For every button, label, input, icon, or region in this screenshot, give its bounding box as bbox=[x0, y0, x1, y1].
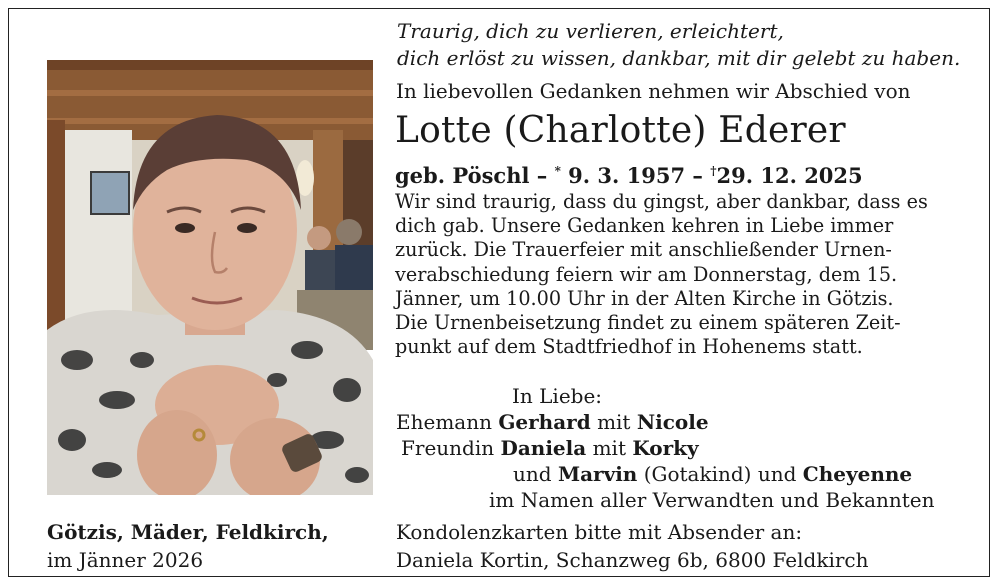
condolence-address: Daniela Kortin, Schanzweg 6b, 6800 Feldkirch bbox=[396, 548, 869, 572]
mourner-name: Marvin bbox=[557, 462, 638, 486]
birth-symbol: * bbox=[554, 164, 561, 178]
notice-body bbox=[395, 190, 973, 359]
poem bbox=[397, 18, 977, 72]
mourner-row-2 bbox=[401, 436, 699, 460]
portrait-photo bbox=[47, 60, 373, 495]
body-line-3: zurück. Die Trauerfeier mit anschließender Urnen- bbox=[395, 238, 892, 262]
mourner-partner: Cheyenne bbox=[802, 462, 913, 486]
body-line-6: Die Urnenbeisetzung findet zu einem späteren Zeit- bbox=[395, 311, 901, 335]
dash-2: – bbox=[692, 163, 703, 188]
date-line: im Jänner 2026 bbox=[47, 548, 204, 572]
life-dates bbox=[395, 158, 863, 189]
mourner-row-4: im Namen aller Verwandten und Bekannten bbox=[489, 488, 935, 512]
und-word: und bbox=[513, 462, 552, 486]
relation-friend: Freundin bbox=[401, 436, 495, 460]
mit-word: mit bbox=[592, 436, 626, 460]
body-line-7: punkt auf dem Stadtfriedhof in Hohenems statt. bbox=[395, 335, 863, 359]
mourner-row-1 bbox=[396, 410, 709, 434]
body-line-1: Wir sind traurig, dass du gingst, aber dankbar, dass es bbox=[395, 190, 928, 213]
mit-word: mit bbox=[597, 410, 631, 434]
poem-line-2: dich erlöst zu wissen, dankbar, mit dir gelebt zu haben. bbox=[397, 46, 961, 70]
body-line-4: verabschiedung feiern wir am Donnerstag, dem 15. bbox=[395, 262, 898, 286]
mourner-partner: Nicole bbox=[636, 410, 709, 434]
intro-line: In liebevollen Gedanken nehmen wir Abschied von bbox=[396, 79, 911, 103]
birth-name: geb. Pöschl bbox=[395, 163, 530, 188]
mourner-note: (Gotakind) bbox=[643, 462, 752, 486]
condolence-line-1: Kondolenzkarten bitte mit Absender an: bbox=[396, 520, 803, 544]
mourner-partner: Korky bbox=[632, 436, 699, 460]
body-line-5: Jänner, um 10.00 Uhr in der Alten Kirche in Götzis. bbox=[395, 286, 894, 310]
place-line: Götzis, Mäder, Feldkirch, bbox=[47, 520, 329, 544]
poem-line-1: Traurig, dich zu verlieren, erleichtert, bbox=[397, 19, 784, 43]
und-word: und bbox=[757, 462, 797, 486]
deceased-name: Lotte (Charlotte) Ederer bbox=[395, 110, 846, 151]
mourner-name: Daniela bbox=[500, 436, 587, 460]
death-date: 29. 12. 2025 bbox=[716, 163, 863, 188]
death-symbol: † bbox=[710, 164, 717, 178]
mourner-row-3 bbox=[513, 462, 912, 486]
body-line-2: dich gab. Unsere Gedanken kehren in Liebe immer bbox=[395, 214, 894, 238]
relation-husband: Ehemann bbox=[396, 410, 492, 434]
in-liebe-heading: In Liebe: bbox=[512, 384, 603, 408]
birth-date: 9. 3. 1957 bbox=[568, 163, 686, 188]
dash-1: – bbox=[536, 163, 548, 188]
mourner-name: Gerhard bbox=[498, 410, 591, 434]
